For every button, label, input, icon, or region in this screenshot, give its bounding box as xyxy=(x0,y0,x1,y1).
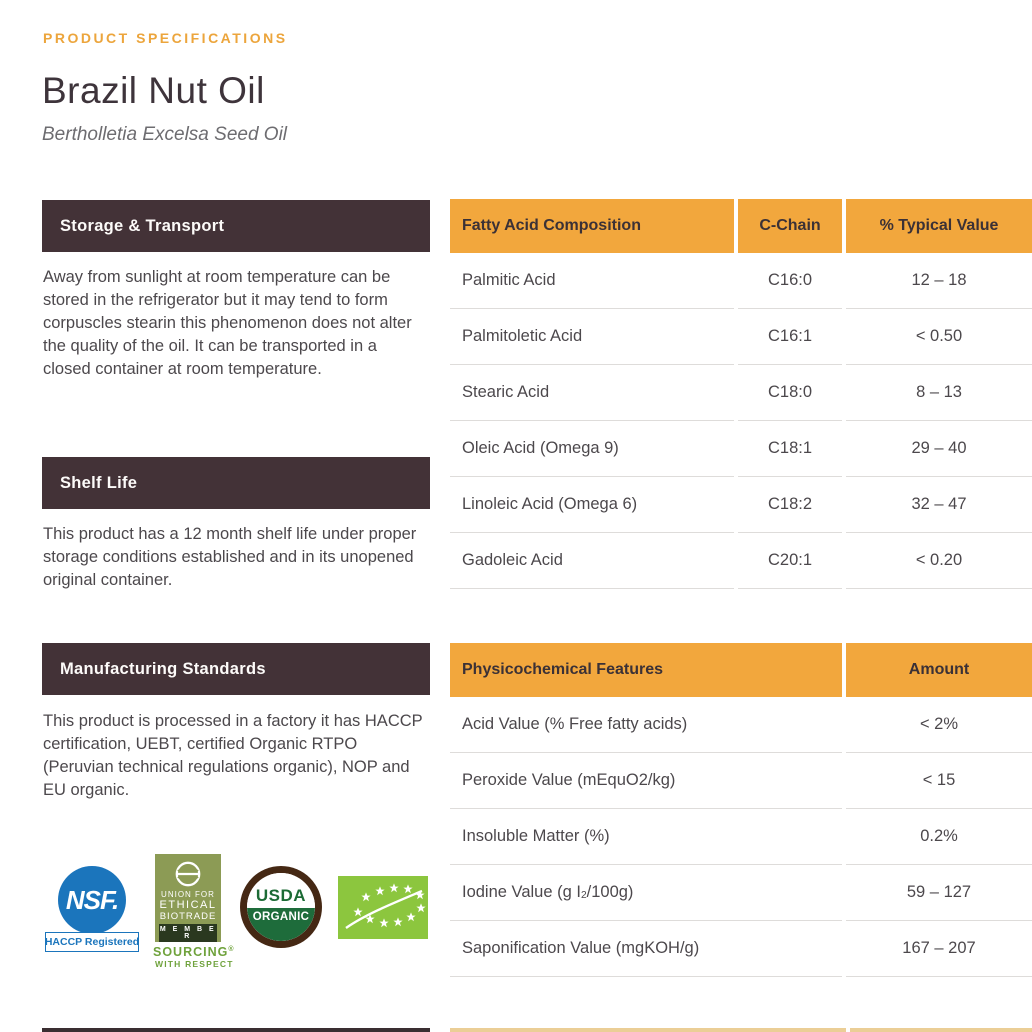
uebt-member-band: M E M B E R xyxy=(159,926,217,940)
fatty-acid-table-header-chain: C-Chain xyxy=(738,199,842,253)
eyebrow-label: PRODUCT SPECIFICATIONS xyxy=(43,30,288,46)
feature-label-suffix: /100g) xyxy=(586,883,634,901)
physicochemical-amount-cell: < 2% xyxy=(846,697,1032,753)
nsf-logo-text: NSF. xyxy=(65,884,119,915)
page-title: Brazil Nut Oil xyxy=(42,70,265,111)
feature-label: Acid Value (% Free fatty acids) xyxy=(462,715,688,733)
fatty-acid-name-cell: Palmitoletic Acid xyxy=(450,309,734,365)
fatty-acid-value-cell: 29 – 40 xyxy=(846,421,1032,477)
fatty-acid-value-cell: 8 – 13 xyxy=(846,365,1032,421)
usda-organic-bottom xyxy=(247,906,315,941)
uebt-line3: BIOTRADE xyxy=(159,911,217,922)
feature-label: Peroxide Value (mEquO2/kg) xyxy=(462,771,676,789)
usda-organic-logo xyxy=(240,866,322,948)
uebt-logo xyxy=(155,854,221,942)
physicochemical-amount-cell: 59 – 127 xyxy=(846,865,1032,921)
nsf-logo xyxy=(58,866,126,934)
fatty-acid-value-cell: 12 – 18 xyxy=(846,253,1032,309)
uebt-line1: UNION FOR xyxy=(161,890,215,899)
fatty-acid-name-cell: Stearic Acid xyxy=(450,365,734,421)
page-subtitle: Bertholletia Excelsa Seed Oil xyxy=(42,124,288,145)
fatty-acid-chain-cell: C18:2 xyxy=(738,477,842,533)
manufacturing-standards-heading: Manufacturing Standards xyxy=(42,643,430,695)
next-table-header-partial-right xyxy=(850,1028,1032,1032)
physicochemical-amount-cell: 0.2% xyxy=(846,809,1032,865)
next-section-header-left-partial xyxy=(42,1028,430,1032)
manufacturing-standards-text: This product is processed in a factory it has HACCP certification, UEBT, certified Organic RTPO (Peruvian technical regulations organic), NOP and EU organic. xyxy=(43,712,423,800)
fatty-acid-name-cell: Oleic Acid (Omega 9) xyxy=(450,421,734,477)
organic-text: ORGANIC xyxy=(252,911,310,923)
uebt-sourcing-word: SOURCING xyxy=(153,945,229,959)
fatty-acid-table-header-name: Fatty Acid Composition xyxy=(450,199,734,253)
eu-organic-leaf-icon xyxy=(338,876,428,939)
fatty-acid-name-cell: Palmitic Acid xyxy=(450,253,734,309)
uebt-globe-icon xyxy=(171,861,205,887)
fatty-acid-value-cell: < 0.50 xyxy=(846,309,1032,365)
fatty-acid-chain-cell: C18:0 xyxy=(738,365,842,421)
usda-organic-top xyxy=(247,873,315,906)
fatty-acid-chain-cell: C20:1 xyxy=(738,533,842,589)
fatty-acid-name-cell: Gadoleic Acid xyxy=(450,533,734,589)
shelf-life-heading: Shelf Life xyxy=(42,457,430,509)
physicochemical-feature-cell xyxy=(450,809,842,865)
fatty-acid-name-cell: Linoleic Acid (Omega 6) xyxy=(450,477,734,533)
fatty-acid-chain-cell: C16:1 xyxy=(738,309,842,365)
fatty-acid-chain-cell: C16:0 xyxy=(738,253,842,309)
fatty-acid-chain-cell: C18:1 xyxy=(738,421,842,477)
storage-transport-text: Away from sunlight at room temperature can be stored in the refrigerator but it may tend to form corpuscles stearin this phenomenon does not alter the quality of the oil. It can be transported in a closed container at room temperature. xyxy=(43,268,412,379)
nsf-haccp-badge: HACCP Registered xyxy=(45,932,139,952)
physicochemical-feature-cell xyxy=(450,921,842,977)
physicochemical-amount-cell: < 15 xyxy=(846,753,1032,809)
next-table-header-partial xyxy=(450,1028,846,1032)
physicochemical-table-header-amount: Amount xyxy=(846,643,1032,697)
feature-label: Insoluble Matter (%) xyxy=(462,827,610,845)
physicochemical-table-header-name: Physicochemical Features xyxy=(450,643,842,697)
physicochemical-feature-cell xyxy=(450,865,842,921)
physicochemical-feature-cell xyxy=(450,753,842,809)
usda-text: USDA xyxy=(255,886,307,905)
physicochemical-amount-cell: 167 – 207 xyxy=(846,921,1032,977)
fatty-acid-table-header-value: % Typical Value xyxy=(846,199,1032,253)
uebt-respect-text: WITH RESPECT xyxy=(155,959,234,969)
uebt-line2: ETHICAL xyxy=(159,899,217,911)
eu-organic-logo xyxy=(338,876,428,939)
feature-label: Saponification Value (mgKOH/g) xyxy=(462,939,700,957)
registered-mark: ® xyxy=(228,945,235,953)
storage-transport-heading: Storage & Transport xyxy=(42,200,430,252)
uebt-sourcing-text xyxy=(153,945,235,959)
fatty-acid-table xyxy=(450,199,1032,589)
fatty-acid-value-cell: 32 – 47 xyxy=(846,477,1032,533)
physicochemical-feature-cell xyxy=(450,697,842,753)
shelf-life-text: This product has a 12 month shelf life under proper storage conditions established and in its unopened original container. xyxy=(43,525,417,590)
feature-label: Iodine Value (g I xyxy=(462,883,581,901)
feature-label-subscript: 2 xyxy=(580,890,587,901)
physicochemical-table xyxy=(450,643,1032,977)
fatty-acid-value-cell: < 0.20 xyxy=(846,533,1032,589)
usda-organic-inner xyxy=(247,873,315,941)
